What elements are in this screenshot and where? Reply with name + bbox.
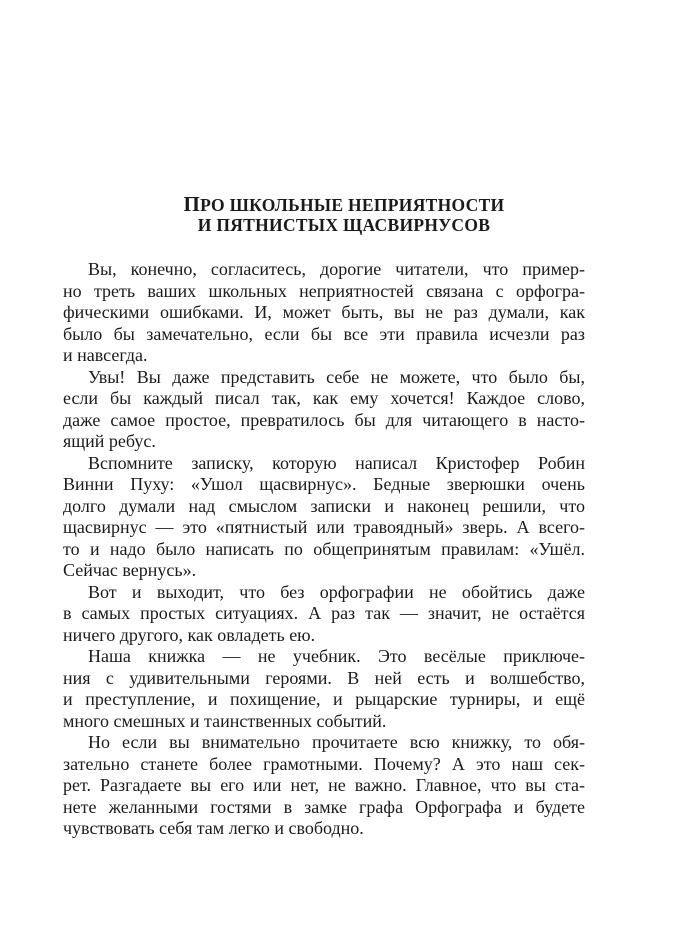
paragraph (63, 582, 585, 647)
text-line: ния с удивительными героями. В ней есть и волшебство, (63, 667, 585, 688)
text-line: и преступление, и похищение, и рыцарские турниры, и ещё (63, 689, 585, 709)
title-initial: П (183, 192, 201, 216)
text-line: Вы, конечно, согласитесь, дорогие читатели, что пример- (88, 259, 585, 279)
text-line: ничего другого, как овладеть ею. (63, 624, 316, 645)
text-line: но треть ваших школьных неприятностей связана с орфогра- (63, 280, 585, 301)
text-line: щасвирнус — это «пятнистый или травоядный» зверь. А всего- (63, 517, 585, 537)
chapter-title-line-2: И ПЯТНИСТЫХ ЩАСВИРНУСОВ (197, 215, 491, 235)
text-line: даже самое простое, превратилось бы для читающего в насто- (63, 409, 585, 430)
title-line-1-rest: РО ШКОЛЬНЫЕ НЕПРИЯТНОСТИ (200, 195, 505, 215)
paragraph (63, 732, 585, 840)
paragraph (63, 646, 585, 732)
paragraph (63, 453, 585, 582)
text-line: и навсегда. (63, 345, 148, 365)
paragraph (63, 367, 585, 453)
text-line: то и надо было написать по общепринятым правилам: «Ушёл. (63, 538, 585, 559)
text-line: зательно станете более грамотными. Почему? А это наш сек- (63, 753, 585, 774)
text-line: Увы! Вы даже представить себе не можете, что было бы, (88, 366, 585, 387)
text-line: Винни Пуху: «Ушол щасвирнус». Бедные зверюшки очень (63, 474, 585, 494)
text-line: ящий ребус. (63, 431, 156, 451)
text-line: фическими ошибками. И, может быть, вы не раз думали, как (63, 302, 585, 322)
text-line: много смешных и таинственных событий. (63, 710, 387, 731)
text-line: если бы каждый писал так, как ему хочется! Каждое слово, (63, 388, 585, 408)
chapter-title-line-1 (0, 192, 688, 217)
chapter-body (63, 259, 585, 840)
text-line: Вот и выходит, что без орфографии не обойтись даже (88, 581, 585, 602)
text-line: Сейчас вернусь». (63, 560, 197, 580)
text-line: Вспомните записку, которую написал Кристофер Робин (88, 452, 585, 473)
text-line: нете желанными гостями в замке графа Орфографа и будете (63, 796, 585, 817)
text-line: было бы замечательно, если бы все эти правила исчезли раз (63, 323, 585, 344)
text-line: Наша книжка — не учебник. Это весёлые приключе- (88, 646, 585, 666)
text-line: Но если вы внимательно прочитаете всю книжку, то обя- (88, 732, 585, 752)
text-line: долго думали над смыслом записки и наконец решили, что (63, 495, 585, 516)
text-line: рет. Разгадаете вы его или нет, не важно. Главное, что вы ста- (63, 775, 585, 795)
text-line: чувствовать себя там легко и свободно. (63, 818, 364, 838)
paragraph (63, 259, 585, 367)
text-line: в самых простых ситуациях. А раз так — значит, не остаётся (63, 603, 585, 623)
